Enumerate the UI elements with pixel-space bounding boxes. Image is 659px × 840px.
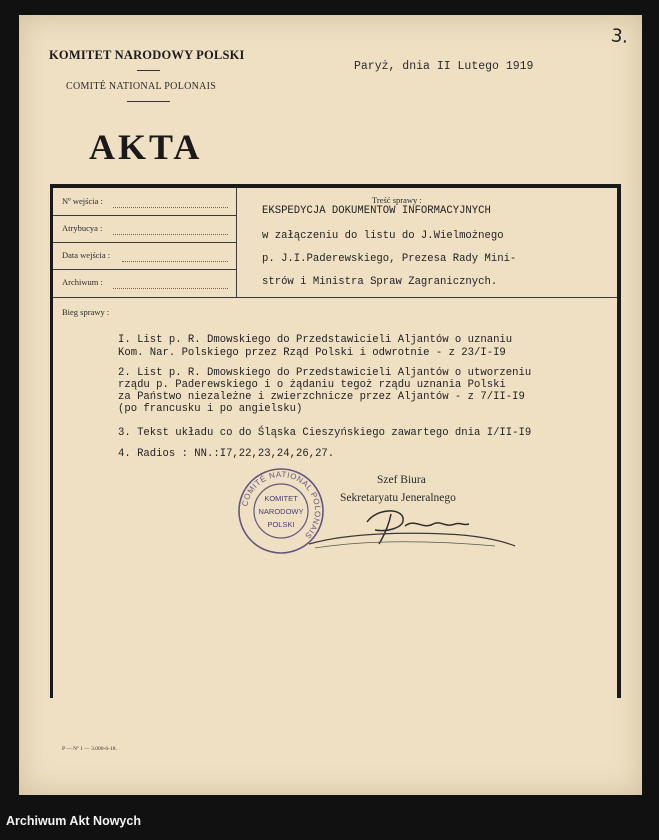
field-dots [113,207,228,208]
form-divider-vertical [236,188,237,297]
org-name-polish: KOMITET NARODOWY POLSKI [49,48,245,62]
subject-label: Treść sprawy : [372,195,422,205]
field-row-divider [53,242,236,243]
form-frame-left [50,184,53,698]
field-entry-number: Nº wejścia : [62,196,103,206]
header-divider [137,70,160,71]
stamp-inner-text: KOMITET [264,494,298,503]
form-frame-top [50,184,621,188]
archive-watermark: Archiwum Akt Nowych [6,814,141,828]
folio-number: 3. [609,25,630,48]
form-divider-horizontal [53,297,617,298]
list-item: 4. Radios : NN.:I7,22,23,24,26,27. [118,448,335,460]
header-divider [127,101,170,102]
list-item: rządu p. Paderewskiego i o żądaniu tegoż rządu uznania Polski [118,379,506,391]
field-row-divider [53,269,236,270]
field-dots [113,234,228,235]
field-attribution: Atrybucya : [62,223,103,233]
signatory-title: Szef Biura [377,474,426,486]
course-label: Bieg sprawy : [62,307,110,317]
stamp-ring-text: COMITÉ NATIONAL POLONAIS [240,469,323,541]
org-name-french: COMITÉ NATIONAL POLONAIS [66,81,217,92]
signatory-office: Sekretaryatu Jeneralnego [340,492,456,504]
list-item: (po francusku i po angielsku) [118,403,303,415]
stamp-inner-text: POLSKI [267,520,295,529]
subject-line: strów i Ministra Spraw Zagranicznych. [262,276,498,288]
field-archive: Archiwum : [62,277,103,287]
subject-line: w załączeniu do listu do J.Wielmożnego [262,230,504,242]
subject-line: EKSPEDYCJA DOKUMENTOW INFORMACYJNYCH [262,205,491,217]
field-row-divider [53,215,236,216]
print-code: P — Nº 1 — 3.000-6-18. [62,746,117,752]
field-dots [113,288,228,289]
field-entry-date: Data wejścia : [62,250,111,260]
list-item: za Państwo niezależne i zwierzchnicze przez Aljantów - z 7/II-I9 [118,391,525,403]
field-dots [122,261,228,262]
list-item: 3. Tekst układu co do Śląska Cieszyńskiego zawartego dnia I/II-I9 [118,427,532,439]
subject-line: p. J.I.Paderewskiego, Prezesa Rady Mini- [262,253,517,265]
stamp-inner-text: NARODOWY [258,507,304,516]
handwritten-signature [305,500,520,556]
list-item: I. List p. R. Dmowskiego do Przedstawicieli Aljantów o uznaniu [118,334,513,346]
form-frame-right [617,184,621,698]
page-title: AKTA [89,127,203,167]
list-item: 2. List p. R. Dmowskiego do Przedstawicieli Aljantów o utworzeniu [118,367,532,379]
list-item: Kom. Nar. Polskiego przez Rząd Polski i odwrotnie - z 23/I-I9 [118,347,506,359]
document-date: Paryż, dnia II Lutego 1919 [354,60,534,73]
